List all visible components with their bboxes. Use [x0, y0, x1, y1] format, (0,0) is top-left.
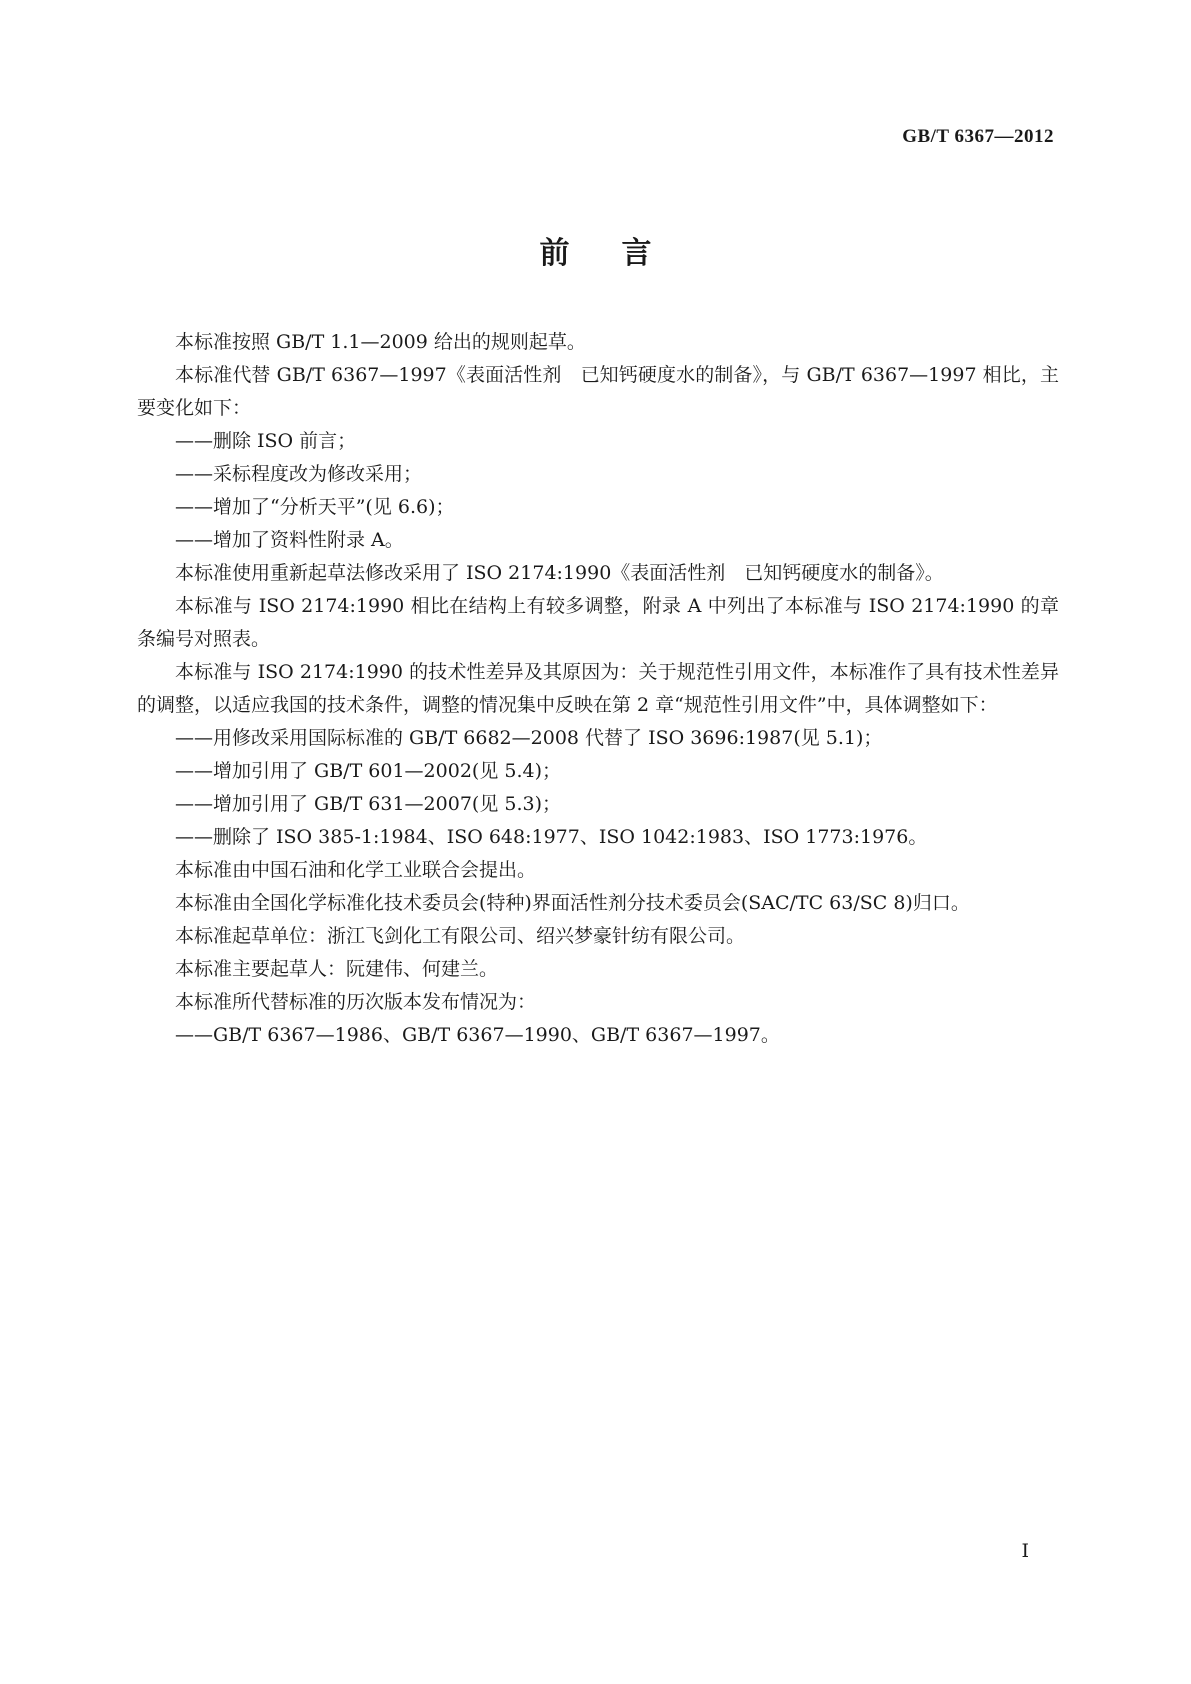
standard-number: GB/T 6367—2012 — [902, 126, 1054, 147]
paragraph-proposed-by: 本标准由中国石油和化学工业联合会提出。 — [175, 859, 537, 881]
paragraph-structure: 本标准与 ISO 2174:1990 相比在结构上有较多调整，附录 A 中列出了本标准与 ISO 2174:1990 的章条编号对照表。 — [137, 595, 1059, 650]
list-item: ——增加引用了 GB/T 631—2007(见 5.3)； — [175, 793, 561, 815]
paragraph-technical-differences: 本标准与 ISO 2174:1990 的技术性差异及其原因为：关于规范性引用文件，本标准作了具有技术性差异的调整，以适应我国的技术条件，调整的情况集中反映在第 2 章“规范性引用文件”中，具体调整如下： — [137, 661, 1059, 716]
list-item: ——增加了“分析天平”(见 6.6)； — [175, 496, 455, 518]
list-item: ——用修改采用国际标准的 GB/T 6682—2008 代替了 ISO 3696:1987(见 5.1)； — [175, 727, 883, 749]
paragraph-drafting-units: 本标准起草单位：浙江飞剑化工有限公司、绍兴梦豪针纺有限公司。 — [175, 925, 746, 947]
list-item: ——增加引用了 GB/T 601—2002(见 5.4)； — [175, 760, 561, 782]
paragraph-history-intro: 本标准所代替标准的历次版本发布情况为： — [175, 991, 537, 1013]
paragraph-under-jurisdiction: 本标准由全国化学标准化技术委员会(特种)界面活性剂分技术委员会(SAC/TC 63/SC 8)归口。 — [175, 892, 970, 914]
page-title: 前言 — [539, 236, 704, 271]
list-item: ——删除了 ISO 385-1:1984、ISO 648:1977、ISO 1042:1983、ISO 1773:1976。 — [175, 826, 928, 848]
document-body — [137, 326, 1059, 1052]
list-item: ——增加了资料性附录 A。 — [175, 529, 404, 551]
list-item: ——采标程度改为修改采用； — [175, 463, 423, 485]
list-item: ——删除 ISO 前言； — [175, 430, 357, 452]
paragraph-drafting-rules: 本标准按照 GB/T 1.1—2009 给出的规则起草。 — [175, 331, 586, 353]
list-item: ——GB/T 6367—1986、GB/T 6367—1990、GB/T 6367—1997。 — [175, 1024, 780, 1046]
page-number: I — [1021, 1540, 1029, 1562]
paragraph-replaces: 本标准代替 GB/T 6367—1997《表面活性剂 已知钙硬度水的制备》，与 GB/T 6367—1997 相比，主要变化如下： — [137, 364, 1059, 419]
paragraph-drafters: 本标准主要起草人：阮建伟、何建兰。 — [175, 958, 499, 980]
paragraph-adoption-method: 本标准使用重新起草法修改采用了 ISO 2174:1990《表面活性剂 已知钙硬度水的制备》。 — [175, 562, 944, 584]
